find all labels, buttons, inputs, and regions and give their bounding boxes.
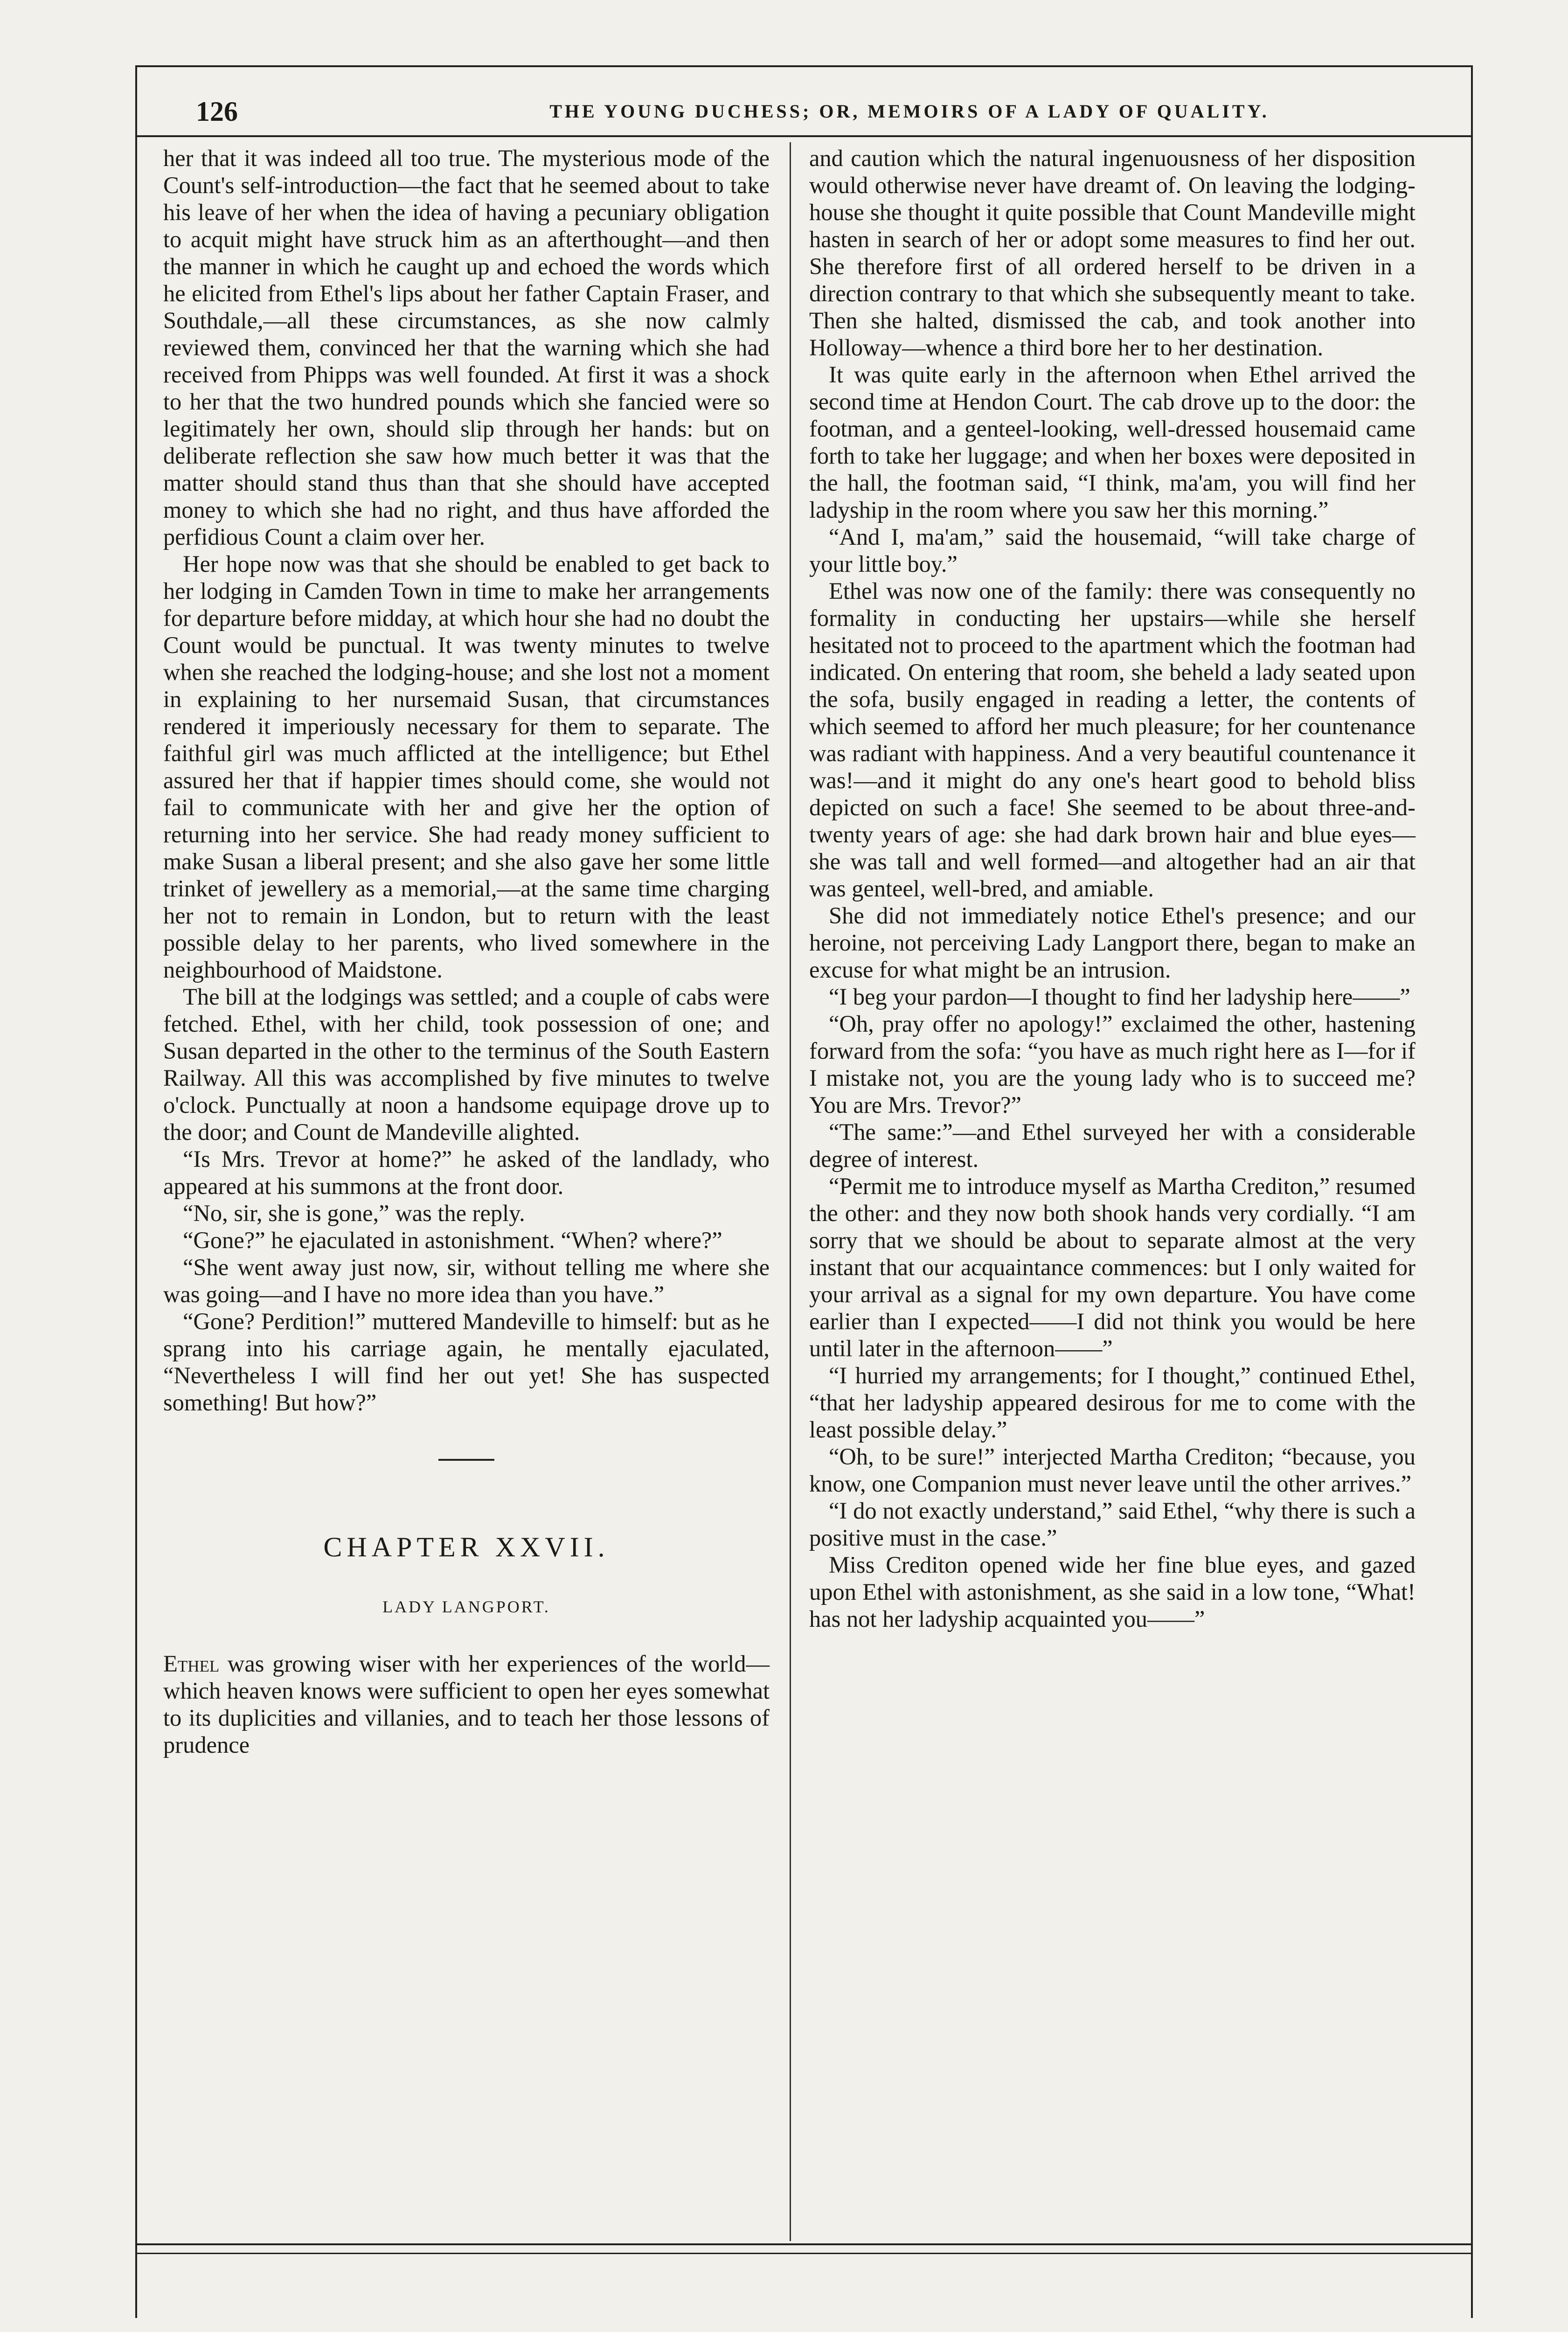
paragraph: “Gone?” he ejaculated in astonishment. “When? where?” bbox=[183, 1227, 722, 1253]
paragraph: She did not immediately notice Ethel's presence; and our heroine, not perceiving Lady Langport there, began to make an excuse for what might be an intrusion. bbox=[809, 902, 1415, 983]
paragraph: “Oh, to be sure!” interjected Martha Crediton; “because, you know, one Companion must never leave until the other arrives.” bbox=[809, 1444, 1415, 1497]
paragraph: “The same:”—and Ethel surveyed her with a considerable degree of interest. bbox=[809, 1119, 1415, 1172]
paragraph: The bill at the lodgings was settled; and a couple of cabs were fetched. Ethel, with her child, took possession of one; and Susan departed in the other to the terminus of the South Eastern Railway. All this was accomplished by five minutes to twelve o'clock. Punctually at noon a handsome equipage drove up to the door; and Count de Mandeville alighted. bbox=[163, 984, 770, 1145]
paragraph: Ethel was now one of the family: there was consequently no formality in conducting her upstairs—while she herself hesitated not to proceed to the apartment which the footman had indicated. On entering that room, she beheld a lady seated upon the sofa, busily engaged in reading a letter, the contents of which seemed to afford her much pleasure; for her countenance was radiant with happiness. And a very beautiful countenance it was!—and it might do any one's heart good to behold bliss depicted on such a face! She seemed to be about three-and-twenty years of age: she had dark brown hair and blue eyes—she was tall and well formed—and altogether had an air that was genteel, well-bred, and amiable. bbox=[809, 578, 1415, 902]
paragraph: “Oh, pray offer no apology!” exclaimed the other, hastening forward from the sofa: “you have as much right here as I—for if I mistake not, you are the young lady who is to succeed me? You are Mrs. Trevor?” bbox=[809, 1011, 1415, 1118]
paragraph: her that it was indeed all too true. The mysterious mode of the Count's self-introduction—the fact that he seemed about to take his leave of her when the idea of having a pecuniary obligation to acquit might have struck him as an afterthought—and then the manner in which he caught up and echoed the words which he elicited from Ethel's lips about her father Captain Fraser, and Southdale,—all these circumstances, as she now calmly reviewed them, convinced her that the warning which she had received from Phipps was well founded. At first it was a shock to her that the two hundred pounds which she fancied were so legitimately her own, should slip through her hands: but on deliberate reflection she saw how much better it was that the matter should stand thus than that she should have accepted money to which she had no right, and thus have afforded the perfidious Count a claim over her. bbox=[163, 145, 770, 550]
paragraph: “Gone? Perdition!” muttered Mandeville to himself: but as he sprang into his carriage again, he mentally ejaculated, “Nevertheless I will find her out yet! She has suspected something! But how?” bbox=[163, 1308, 770, 1416]
paragraph: “No, sir, she is gone,” was the reply. bbox=[183, 1200, 525, 1226]
header-rule bbox=[135, 135, 1471, 137]
chapter-heading: CHAPTER XXVII. bbox=[323, 1532, 610, 1562]
chapter-opening-word: Ethel bbox=[163, 1651, 220, 1677]
chapter-opening-text: was growing wiser with her experiences of the world—which heaven knows were sufficient to open her eyes somewhat to its duplicities and villanies, and to teach her those lessons of prudence bbox=[163, 1651, 770, 1758]
paragraph: “I beg your pardon—I thought to find her ladyship here——” bbox=[829, 984, 1410, 1010]
bottom-rule bbox=[135, 2243, 1471, 2245]
column-divider bbox=[790, 142, 791, 2241]
paragraph: “I do not exactly understand,” said Ethel, “why there is such a positive must in the case.” bbox=[809, 1498, 1415, 1551]
paragraph: Miss Crediton opened wide her fine blue eyes, and gazed upon Ethel with astonishment, as she said in a low tone, “What! has not her ladyship acquainted you——” bbox=[809, 1552, 1415, 1632]
running-title: THE YOUNG DUCHESS; OR, MEMOIRS OF A LADY OF QUALITY. bbox=[549, 101, 1270, 122]
paragraph: “Permit me to introduce myself as Martha Crediton,” resumed the other: and they now both shook hands very cordially. “I am sorry that we should be about to separate almost at the very instant that our acquaintance commences: but I only waited for your arrival as a signal for my own departure. You have come earlier than I expected——I did not think you would be here until later in the afternoon——” bbox=[809, 1173, 1415, 1361]
paragraph: “And I, ma'am,” said the housemaid, “will take charge of your little boy.” bbox=[809, 524, 1415, 577]
paragraph: “Is Mrs. Trevor at home?” he asked of the landlady, who appeared at his summons at the front door. bbox=[163, 1146, 770, 1199]
chapter-opening-paragraph bbox=[163, 1650, 770, 1758]
paragraph: Her hope now was that she should be enabled to get back to her lodging in Camden Town in time to make her arrangements for departure before midday, at which hour she had no doubt the Count would be punctual. It was twenty minutes to twelve when she reached the lodging-house; and she lost not a moment in explaining to her nursemaid Susan, that circumstances rendered it imperiously necessary for them to separate. The faithful girl was much afflicted at the intelligence; but Ethel assured her that if happier times should come, she would not fail to communicate with her and give her the option of returning into her service. She had ready money sufficient to make Susan a liberal present; and she also gave her some little trinket of jewellery as a memorial,—at the same time charging her not to remain in London, but to return with the least possible delay to her parents, who lived somewhere in the neighbourhood of Maidstone. bbox=[163, 551, 770, 983]
paragraph: It was quite early in the afternoon when Ethel arrived the second time at Hendon Court. The cab drove up to the door: the footman, and a genteel-looking, well-dressed housemaid came forth to take her luggage; and when her boxes were deposited in the hall, the footman said, “I think, ma'am, you will find her ladyship in the room where you saw her this morning.” bbox=[809, 361, 1415, 523]
left-column bbox=[163, 145, 770, 2220]
paragraph: “She went away just now, sir, without telling me where she was going—and I have no more idea than you have.” bbox=[163, 1254, 770, 1307]
section-divider bbox=[438, 1459, 494, 1461]
right-column bbox=[809, 145, 1415, 2220]
page-header bbox=[159, 96, 1460, 128]
page-number: 126 bbox=[196, 96, 238, 127]
paragraph: “I hurried my arrangements; for I thought,” continued Ethel, “that her ladyship appeared desirous for me to come with the least possible delay.” bbox=[809, 1362, 1415, 1443]
paragraph: and caution which the natural ingenuousness of her disposition would otherwise never have dreamt of. On leaving the lodging-house she thought it quite possible that Count Mandeville might hasten in search of her or adopt some measures to find her out. She therefore first of all ordered herself to be driven in a direction contrary to that which she subsequently meant to take. Then she halted, dismissed the cab, and took another into Holloway—whence a third bore her to her destination. bbox=[809, 145, 1415, 361]
bottom-rule-secondary bbox=[135, 2253, 1471, 2254]
chapter-subtitle: LADY LANGPORT. bbox=[382, 1597, 550, 1616]
